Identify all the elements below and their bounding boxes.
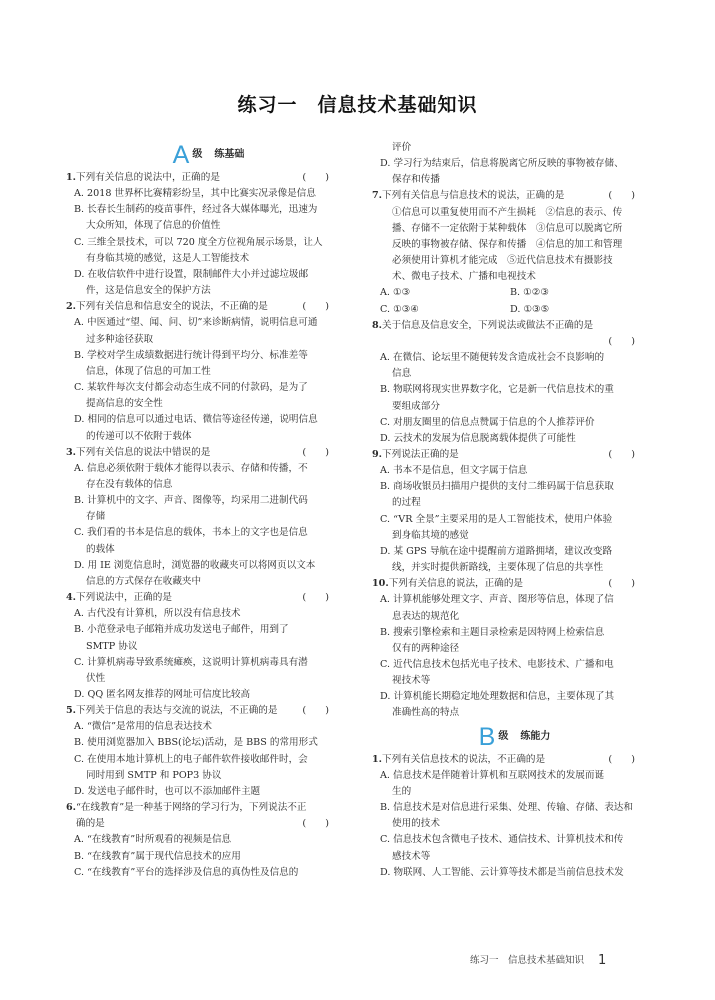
option: A. ①③ (380, 287, 411, 299)
option: B. “在线教育”属于现代信息技术的应用 (74, 850, 241, 862)
option: B. 搜索引擎检索和主题目录检索是因特网上检索信息 (380, 626, 605, 638)
option: C. ①③④ (380, 303, 419, 315)
question (372, 752, 657, 768)
answer-paren: ( ) (302, 446, 329, 458)
option: B. 商场收银员扫描用户提供的支付二维码属于信息获取 (380, 481, 614, 493)
option-continued: 信息的方式保存在收藏夹中 (86, 575, 202, 587)
question (66, 590, 351, 606)
option-continued: 播、存储不一定依附于某种载体 ③信息可以脱离它所 (392, 222, 623, 234)
option: A. 书本不是信息，但文字属于信息 (380, 465, 528, 477)
level-b-name: 练能力 (520, 730, 551, 742)
level-a-word: 级 (192, 149, 203, 160)
option: A. “在线教育”时所观看的视频是信息 (74, 834, 232, 846)
option: B. 计算机中的文字、声音、图像等，均采用二进制代码 (74, 495, 308, 507)
option: A. “微信”是常用的信息表达技术 (74, 721, 212, 733)
option-continued: 使用的技术 (392, 818, 440, 830)
option-continued: 存储 (86, 511, 106, 523)
option: C. “VR 全景”主要采用的是人工智能技术，使用户体验 (380, 513, 613, 525)
question (66, 170, 351, 186)
option-continued: 必须使用计算机才能完成 ⑤近代信息技术有摄影技 (392, 255, 613, 267)
question-text: 下列有关信息的说法中，正确的是 (76, 172, 220, 183)
option: A. 信息必须依附于载体才能得以表示、存储和传播，不 (74, 462, 308, 474)
option: B. 长春长生制药的疫苗事件，经过各大媒体曝光，迅速为 (74, 204, 318, 216)
question-number: 6. (66, 802, 77, 814)
option-continued: 视技术等 (392, 675, 431, 687)
question-number: 9. (372, 448, 383, 460)
footer-title: 练习一 信息技术基础知识 (470, 955, 585, 966)
question-number: 10. (372, 578, 389, 590)
option: C. 三维全景技术，可以 720 度全方位视角展示场景，让人 (74, 236, 323, 248)
option-row (372, 285, 657, 301)
question (66, 800, 351, 816)
question-number: 5. (66, 705, 77, 717)
question-text: 下列说法中，正确的是 (76, 592, 172, 604)
question-text: 关于信息及信息安全，下列说法或做法不正确的是 (382, 319, 594, 331)
question-number: 7. (372, 190, 383, 202)
option: B. 学校对学生成绩数据进行统计得到平均分、标准差等 (74, 349, 308, 361)
answer-paren: ( ) (608, 335, 635, 347)
option: B. ①②③ (510, 287, 549, 299)
option-continued: 到身临其境的感觉 (392, 529, 469, 541)
option: D. 某 GPS 导航在途中提醒前方道路拥堵，建议改变路 (380, 545, 613, 557)
option-row (372, 302, 657, 318)
option-continued: 术、微电子技术、广播和电视技术 (392, 271, 536, 283)
option: C. 我们看的书本是信息的载体，书本上的文字也是信息 (74, 527, 308, 539)
question-text: 下列有关信息技术的说法，不正确的是 (382, 753, 546, 765)
level-b-header (372, 722, 657, 752)
option-continued: ①信息可以重复使用而不产生损耗 ②信息的表示、传 (392, 206, 623, 218)
option-continued: 的传递可以不依附于载体 (86, 430, 192, 442)
question-number: 3. (66, 446, 77, 458)
option: D. 物联网、人工智能、云计算等技术都是当前信息技术发 (380, 866, 624, 878)
question (66, 703, 351, 719)
question-paren-line (372, 334, 657, 350)
question (66, 445, 351, 461)
question (372, 188, 657, 204)
option: A. 计算机能够处理文字、声音、图形等信息，体现了信 (380, 594, 614, 606)
option-continued: 息表达的规范化 (392, 610, 460, 622)
level-b-word: 级 (498, 730, 509, 742)
question (66, 299, 351, 315)
option-continued: 提高信息的安全性 (86, 398, 163, 410)
answer-paren: ( ) (608, 753, 635, 765)
option: A. 古代没有计算机，所以没有信息技术 (74, 608, 241, 620)
page-number: 1 (598, 953, 607, 968)
option: C. “在线教育”平台的选择涉及信息的真伪性及信息的 (74, 866, 299, 878)
level-a-letter: A (172, 141, 190, 169)
option: D. 云技术的发展为信息脱离载体提供了可能性 (380, 432, 576, 444)
option: D. ①③⑤ (510, 303, 550, 315)
answer-paren: ( ) (608, 190, 635, 202)
right-column (372, 140, 657, 881)
question (372, 576, 657, 592)
answer-paren: ( ) (302, 301, 329, 313)
question-text: 下列说法正确的是 (382, 448, 459, 460)
option-continued: 件，这是信息安全的保护方法 (86, 285, 211, 297)
option-continued: 信息，体现了信息的可加工性 (86, 365, 211, 377)
question-text: 下列有关信息和信息安全的说法，不正确的是 (76, 301, 268, 313)
option: C. 信息技术包含微电子技术、通信技术、计算机技术和传 (380, 834, 624, 846)
level-b-letter: B (478, 722, 496, 751)
option: A. 信息技术是伴随着计算机和互联网技术的发展而诞 (380, 769, 605, 781)
option-continued: 仅有的两种途径 (392, 642, 460, 654)
question-number: 4. (66, 592, 77, 604)
left-column (66, 140, 351, 881)
question (66, 816, 351, 832)
option: A. 2018 世界杯比赛精彩纷呈，其中比赛实况录像是信息 (74, 188, 316, 200)
option-continued: 感技术等 (392, 850, 431, 862)
option: B. 使用浏览器加入 BBS(论坛)活动，是 BBS 的常用形式 (74, 737, 318, 749)
question (372, 447, 657, 463)
answer-paren: ( ) (608, 578, 635, 590)
level-a-header (66, 140, 351, 170)
option: C. 某软件每次支付都会动态生成不同的付款码，是为了 (74, 382, 308, 394)
option: B. 物联网将现实世界数字化，它是新一代信息技术的重 (380, 384, 614, 396)
question-text: 下列有关信息与信息技术的说法，正确的是 (382, 190, 565, 202)
option-continued: 有身临其境的感觉，这是人工智能技术 (86, 252, 250, 264)
option: D. QQ 匿名网友推荐的网址可信度比较高 (74, 689, 251, 700)
option: C. 在使用本地计算机上的电子邮件软件接收邮件时，会 (74, 753, 308, 765)
option: A. 中医通过“望、闻、问、切”来诊断病情，说明信息可通 (74, 317, 318, 329)
option: A. 在微信、论坛里不随便转发含造成社会不良影响的 (380, 352, 605, 364)
option-continued: 要组成部分 (392, 400, 440, 412)
option: C. 近代信息技术包括光电子技术、电影技术、广播和电 (380, 659, 614, 670)
question-text: 确的是 (76, 818, 105, 830)
option-continued: 信息 (392, 368, 412, 380)
option: D. 用 IE 浏览信息时，浏览器的收藏夹可以将网页以文本 (74, 559, 316, 571)
option: D. 相同的信息可以通过电话、微信等途径传递，说明信息 (74, 414, 318, 426)
option-continued: SMTP 协议 (86, 640, 138, 652)
option-continued: 同时用到 SMTP 和 POP3 协议 (86, 769, 222, 781)
answer-paren: ( ) (608, 448, 635, 460)
option: D. 发送电子邮件时，也可以不添加邮件主题 (74, 785, 261, 797)
question-text: “在线教育”是一种基于网络的学习行为，下列说法不正 (76, 802, 307, 814)
question-number: 1. (372, 753, 383, 765)
question-number: 2. (66, 301, 77, 313)
option: D. 学习行为结束后，信息将脱离它所反映的事物被存储、 (380, 158, 624, 170)
option-continued: 存在没有载体的信息 (86, 478, 173, 490)
option-continued: 生的 (392, 785, 412, 797)
question-text: 下列关于信息的表达与交流的说法，不正确的是 (76, 705, 278, 717)
option-continued: 的载体 (86, 543, 115, 555)
question-number: 1. (66, 172, 77, 183)
option-continued: 大众所知，体现了信息的价值性 (86, 220, 221, 232)
option-continued: 保存和传播 (392, 174, 440, 186)
answer-paren: ( ) (302, 592, 329, 604)
answer-paren: ( ) (302, 705, 329, 717)
page-footer (470, 952, 606, 968)
question-text: 下列有关信息的说法中错误的是 (76, 446, 211, 458)
option-continued: 过多种途径获取 (86, 333, 154, 345)
option-continued: 准确性高的特点 (392, 707, 460, 719)
option-continued: 伏性 (86, 672, 106, 684)
option-continued: 线，并实时提供新路线，主要体现了信息的共享性 (392, 562, 604, 574)
option-continued: 的过程 (392, 497, 421, 509)
option: D. 在收信软件中进行设置，限制邮件大小并过滤垃圾邮 (74, 268, 309, 280)
answer-paren: ( ) (302, 818, 329, 830)
option: C. 对朋友圈里的信息点赞属于信息的个人推荐评价 (380, 416, 595, 428)
question-text: 下列有关信息的说法，正确的是 (388, 578, 524, 590)
question-number: 8. (372, 319, 383, 331)
answer-paren: ( ) (302, 172, 329, 183)
option: B. 信息技术是对信息进行采集、处理、传输、存储、表达和 (380, 802, 633, 814)
option-continued: 反映的事物被存储、保存和传播 ④信息的加工和管理 (392, 238, 623, 250)
option: D. 计算机能长期稳定地处理数据和信息，主要体现了其 (380, 691, 615, 703)
page-title: 练习一 信息技术基础知识 (237, 94, 478, 116)
option: C. 计算机病毒导致系统瘫痪，这说明计算机病毒具有潜 (74, 656, 308, 668)
level-a-name: 练基础 (214, 149, 245, 160)
question (372, 318, 657, 334)
option: B. 小范登录电子邮箱并成功发送电子邮件，用到了 (74, 624, 289, 636)
option-continued: 评价 (392, 142, 412, 153)
